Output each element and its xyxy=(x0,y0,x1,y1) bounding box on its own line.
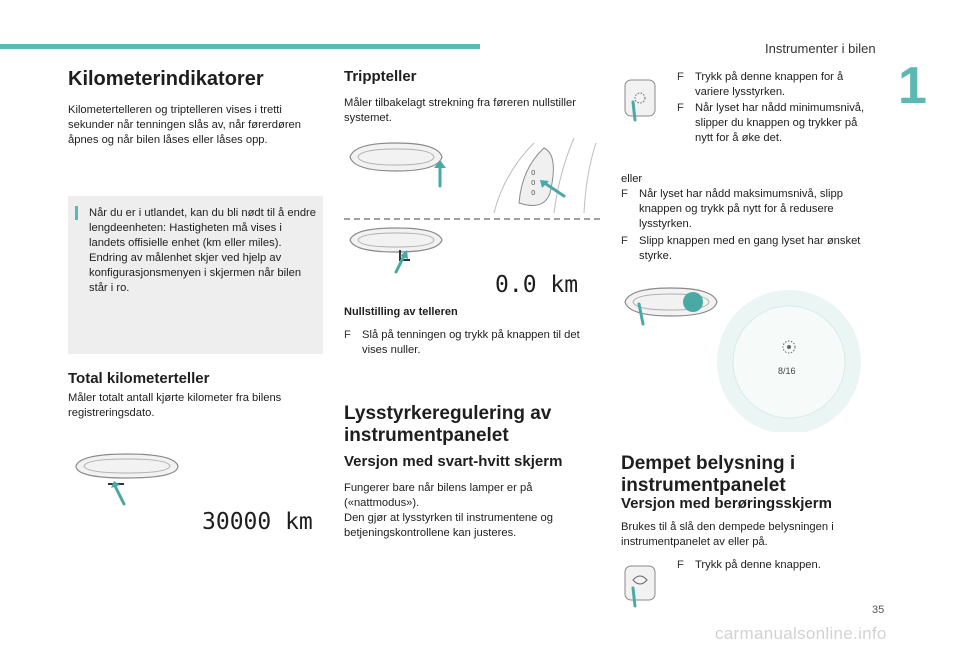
header-accent-bar xyxy=(0,44,480,49)
bullet-mark: F xyxy=(677,559,684,571)
brightness-bullet-3 xyxy=(621,187,861,232)
section-title: Instrumenter i bilen xyxy=(765,41,876,56)
dimming-button-icon xyxy=(621,558,661,608)
trip-text: Måler tilbakelagt strekning fra føreren nullstiller systemet. xyxy=(344,97,576,124)
or-text: eller xyxy=(621,173,643,185)
bullet-mark: F xyxy=(621,235,628,247)
touch-text: Brukes til å slå den dempede belysningen i instrumentpanelet av eller på. xyxy=(621,521,834,548)
total-title: Total kilometerteller xyxy=(68,370,210,387)
brightness-dial-icon xyxy=(780,338,798,356)
note-box xyxy=(68,196,323,354)
reset-bullet xyxy=(344,328,600,358)
odometer-readout: 30000 km xyxy=(202,509,313,535)
pointing-arrow-icon xyxy=(540,178,566,198)
dimming-bullet xyxy=(677,558,867,573)
intro-text: Kilometertelleren og triptelleren vises i tretti sekunder når tenningen slås av, når førerdøren åpnes og når bilen låses eller låses opp. xyxy=(68,104,301,146)
brightness-bullet-4 xyxy=(621,234,861,264)
note-text: Når du er i utlandet, kan du bli nødt til å endre lengdeenheten: Hastigheten må vises i landets offisielle enhet (km eller miles). Endring av målenhet skjer ved hjelp av konfigurasjonsmenyen i skjermen når bilen står i ro. xyxy=(89,207,316,294)
pointing-arrow-icon xyxy=(392,250,412,274)
bullet-text: Slipp knappen med en gang lyset har ønsket styrke. xyxy=(639,235,861,262)
brightness-dial-value: 8/16 xyxy=(778,366,796,376)
touch-title: Versjon med berøringsskjerm xyxy=(621,495,832,512)
page-number: 35 xyxy=(872,604,885,616)
watermark: carmanualsonline.info xyxy=(715,624,887,643)
bullet-mark: F xyxy=(621,188,628,200)
bullet-text: Trykk på denne knappen for å variere lysstyrken. xyxy=(695,71,844,98)
divider xyxy=(344,218,600,220)
bw-title: Versjon med svart-hvitt skjerm xyxy=(344,453,563,470)
dashboard-illustration xyxy=(344,133,600,221)
trip-readout: 0.0 km xyxy=(495,272,579,298)
bw-text: Fungerer bare når bilens lamper er på («nattmodus»). Den gjør at lysstyrken til instrumentene og betjeningskontrollene kan justeres. xyxy=(344,482,553,539)
bullet-mark: F xyxy=(677,71,684,83)
pointing-arrow-icon xyxy=(110,480,130,506)
chapter-number: 1 xyxy=(898,57,927,115)
svg-text:0: 0 xyxy=(531,189,536,197)
bullet-text: Trykk på denne knappen. xyxy=(695,559,821,571)
bullet-text: Når lyset har nådd minimumsnivå, slipper du knappen og trykker på nytt for å øke det. xyxy=(695,102,865,144)
brightness-button-icon xyxy=(621,72,661,122)
brightness-title: Lysstyrkeregulering av instrumentpanelet xyxy=(344,403,552,446)
bullet-text: Når lyset har nådd maksimumsnivå, slipp knappen og trykk på nytt for å redusere lysstyrken. xyxy=(639,188,843,230)
svg-text:0: 0 xyxy=(531,179,536,187)
bullet-mark: F xyxy=(344,329,351,341)
total-text: Måler totalt antall kjørte kilometer fra bilens registreringsdato. xyxy=(68,392,282,419)
page-title: Kilometerindikatorer xyxy=(68,68,264,90)
brightness-bullet-1 xyxy=(677,70,867,100)
brightness-bullet-2 xyxy=(677,101,867,146)
brightness-dashboard-illustration xyxy=(621,282,871,432)
reset-title: Nullstilling av telleren xyxy=(344,306,458,318)
bullet-mark: F xyxy=(677,102,684,114)
note-marker xyxy=(75,206,78,220)
dimmed-title: Dempet belysning i instrumentpanelet xyxy=(621,453,796,496)
trip-title: Trippteller xyxy=(344,68,417,85)
bullet-text: Slå på tenningen og trykk på knappen til det vises nuller. xyxy=(362,329,580,356)
pointing-arrow-icon xyxy=(428,160,448,188)
svg-text:0: 0 xyxy=(531,169,536,177)
